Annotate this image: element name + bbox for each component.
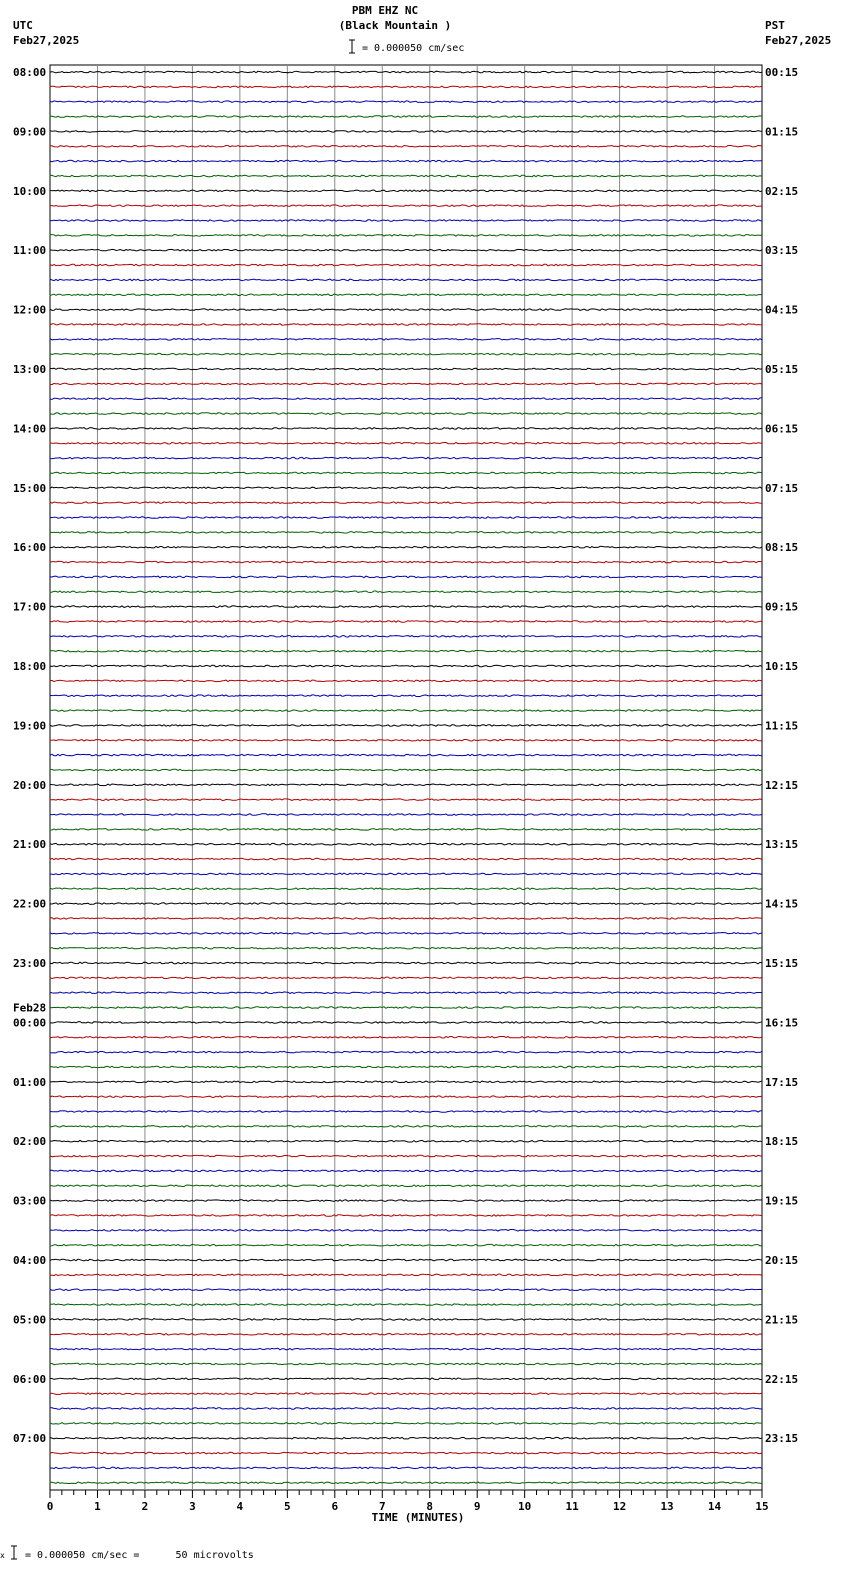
utc-hour-label: 01:00 bbox=[13, 1075, 47, 1089]
scale-label: = 0.000050 cm/sec bbox=[362, 43, 465, 54]
trace-line bbox=[50, 532, 762, 534]
trace-line bbox=[50, 86, 762, 88]
trace-line bbox=[50, 1408, 762, 1410]
right-date: Feb27,2025 bbox=[765, 34, 832, 47]
trace-line bbox=[50, 1230, 762, 1232]
station-location: (Black Mountain ) bbox=[338, 19, 452, 32]
trace-line bbox=[50, 487, 762, 489]
trace-line bbox=[50, 1467, 762, 1469]
trace-line bbox=[50, 933, 762, 935]
x-tick-label: 14 bbox=[707, 1500, 722, 1513]
trace-line bbox=[50, 160, 762, 162]
trace-line bbox=[50, 235, 762, 237]
pst-hour-label: 16:15 bbox=[765, 1016, 799, 1030]
trace-line bbox=[50, 784, 762, 786]
trace-line bbox=[50, 1007, 762, 1009]
x-tick-label: 6 bbox=[331, 1500, 339, 1513]
trace-line bbox=[50, 457, 762, 459]
x-tick-label: 13 bbox=[660, 1500, 674, 1513]
pst-hour-label: 20:15 bbox=[765, 1254, 799, 1267]
utc-hour-label: 18:00 bbox=[13, 660, 47, 673]
utc-hour-label: 08:00 bbox=[13, 66, 47, 79]
trace-line bbox=[50, 279, 762, 281]
left-date: Feb27,2025 bbox=[13, 34, 80, 47]
pst-hour-label: 05:15 bbox=[765, 363, 799, 376]
station-title: PBM EHZ NC bbox=[351, 4, 419, 17]
footer-scale-note: = 0.000050 cm/sec = 50 microvolts bbox=[25, 1550, 254, 1561]
x-axis-label: TIME (MINUTES) bbox=[371, 1511, 465, 1524]
trace-line bbox=[50, 546, 762, 548]
trace-line bbox=[50, 413, 762, 415]
trace-line bbox=[50, 101, 762, 103]
trace-line bbox=[50, 131, 762, 133]
trace-line bbox=[50, 205, 762, 207]
x-tick-label: 12 bbox=[612, 1500, 627, 1513]
utc-hour-label: 09:00 bbox=[13, 125, 47, 139]
trace-line bbox=[50, 1423, 762, 1425]
pst-hour-label: 02:15 bbox=[765, 184, 799, 198]
trace-line bbox=[50, 576, 762, 578]
trace-line bbox=[50, 1111, 762, 1113]
x-tick-label: 15 bbox=[755, 1500, 769, 1513]
pst-hour-label: 13:15 bbox=[765, 838, 799, 852]
x-tick-label: 7 bbox=[378, 1500, 386, 1513]
utc-hour-label: 21:00 bbox=[13, 838, 47, 852]
x-tick-label: 10 bbox=[518, 1500, 532, 1513]
utc-hour-label: 05:00 bbox=[13, 1313, 47, 1327]
utc-hour-label: 03:00 bbox=[13, 1194, 47, 1208]
pst-hour-label: 08:15 bbox=[765, 541, 799, 555]
trace-line bbox=[50, 1363, 762, 1365]
pst-hour-label: 07:15 bbox=[765, 481, 799, 495]
trace-line bbox=[50, 1155, 762, 1157]
trace-line bbox=[50, 1437, 762, 1439]
trace-line bbox=[50, 1140, 762, 1142]
utc-hour-label: 19:00 bbox=[13, 719, 47, 733]
trace-line bbox=[50, 903, 762, 905]
trace-line bbox=[50, 799, 762, 801]
x-tick-label: 2 bbox=[141, 1500, 149, 1513]
trace-line bbox=[50, 1022, 762, 1024]
pst-hour-label: 11:15 bbox=[765, 719, 799, 733]
pst-hour-label: 04:15 bbox=[765, 303, 799, 317]
utc-hour-label: 22:00 bbox=[13, 897, 47, 911]
trace-line bbox=[50, 1334, 762, 1336]
pst-hour-label: 09:15 bbox=[765, 600, 799, 614]
trace-line bbox=[50, 71, 762, 73]
pst-hour-label: 10:15 bbox=[765, 660, 799, 673]
trace-line bbox=[50, 1051, 762, 1053]
x-tick-label: 4 bbox=[236, 1500, 244, 1513]
trace-line bbox=[50, 146, 762, 148]
trace-line bbox=[50, 175, 762, 177]
pst-hour-label: 00:15 bbox=[765, 66, 799, 79]
date-change-label: Feb28 bbox=[13, 1001, 47, 1015]
trace-line bbox=[50, 517, 762, 519]
utc-hour-label: 06:00 bbox=[13, 1372, 47, 1386]
trace-line bbox=[50, 962, 762, 964]
svg-text:x: x bbox=[0, 1551, 5, 1560]
trace-line bbox=[50, 725, 762, 727]
utc-hour-label: 12:00 bbox=[13, 303, 47, 317]
utc-hour-label: 11:00 bbox=[13, 244, 47, 258]
trace-line bbox=[50, 1170, 762, 1172]
trace-line bbox=[50, 888, 762, 890]
trace-line bbox=[50, 309, 762, 311]
x-tick-label: 11 bbox=[565, 1500, 579, 1513]
trace-line bbox=[50, 249, 762, 251]
trace-line bbox=[50, 1037, 762, 1039]
right-timezone: PST bbox=[765, 19, 785, 32]
trace-line bbox=[50, 368, 762, 370]
x-tick-label: 3 bbox=[189, 1500, 196, 1513]
trace-line bbox=[50, 814, 762, 816]
trace-line bbox=[50, 1200, 762, 1202]
pst-hour-label: 21:15 bbox=[765, 1313, 799, 1327]
trace-line bbox=[50, 1066, 762, 1068]
trace-line bbox=[50, 1096, 762, 1098]
trace-line bbox=[50, 621, 762, 623]
pst-hour-label: 01:15 bbox=[765, 125, 799, 139]
utc-hour-label: 14:00 bbox=[13, 422, 47, 436]
pst-hour-label: 17:15 bbox=[765, 1075, 799, 1089]
trace-line bbox=[50, 918, 762, 920]
trace-line bbox=[50, 1319, 762, 1321]
trace-line bbox=[50, 561, 762, 563]
trace-line bbox=[50, 294, 762, 296]
trace-line bbox=[50, 680, 762, 682]
trace-line bbox=[50, 947, 762, 949]
trace-line bbox=[50, 1304, 762, 1306]
trace-line bbox=[50, 665, 762, 667]
utc-hour-label: 15:00 bbox=[13, 481, 47, 495]
utc-hour-label: 07:00 bbox=[13, 1432, 47, 1446]
trace-line bbox=[50, 858, 762, 860]
trace-line bbox=[50, 695, 762, 697]
trace-line bbox=[50, 116, 762, 118]
trace-line bbox=[50, 843, 762, 845]
pst-hour-label: 15:15 bbox=[765, 957, 799, 970]
trace-line bbox=[50, 1126, 762, 1128]
trace-line bbox=[50, 977, 762, 979]
trace-line bbox=[50, 873, 762, 875]
x-tick-label: 0 bbox=[46, 1500, 54, 1513]
trace-line bbox=[50, 1348, 762, 1350]
trace-line bbox=[50, 1259, 762, 1261]
x-tick-label: 9 bbox=[473, 1500, 481, 1513]
pst-hour-label: 19:15 bbox=[765, 1194, 799, 1208]
trace-line bbox=[50, 650, 762, 652]
trace-line bbox=[50, 1378, 762, 1380]
trace-line bbox=[50, 606, 762, 608]
pst-hour-label: 22:15 bbox=[765, 1372, 799, 1386]
x-tick-label: 8 bbox=[426, 1500, 434, 1513]
trace-line bbox=[50, 769, 762, 771]
trace-line bbox=[50, 190, 762, 192]
x-tick-label: 5 bbox=[284, 1500, 291, 1513]
trace-line bbox=[50, 1215, 762, 1217]
trace-line bbox=[50, 339, 762, 341]
trace-line bbox=[50, 1185, 762, 1187]
trace-line bbox=[50, 740, 762, 742]
trace-line bbox=[50, 710, 762, 712]
utc-hour-label: 13:00 bbox=[13, 363, 47, 376]
utc-hour-label: 10:00 bbox=[13, 184, 47, 198]
pst-hour-label: 03:15 bbox=[765, 244, 799, 258]
utc-hour-label: 16:00 bbox=[13, 541, 47, 555]
trace-line bbox=[50, 591, 762, 593]
pst-hour-label: 18:15 bbox=[765, 1135, 799, 1149]
pst-hour-label: 12:15 bbox=[765, 778, 799, 792]
pst-hour-label: 14:15 bbox=[765, 897, 799, 911]
utc-hour-label: 00:00 bbox=[13, 1016, 47, 1030]
trace-line bbox=[50, 1482, 762, 1484]
x-tick-label: 1 bbox=[94, 1500, 101, 1513]
trace-line bbox=[50, 264, 762, 266]
trace-line bbox=[50, 1289, 762, 1291]
utc-hour-label: 04:00 bbox=[13, 1254, 47, 1267]
trace-line bbox=[50, 502, 762, 504]
trace-line bbox=[50, 428, 762, 430]
utc-hour-label: 20:00 bbox=[13, 778, 47, 792]
trace-line bbox=[50, 1393, 762, 1395]
pst-hour-label: 06:15 bbox=[765, 422, 799, 436]
trace-line bbox=[50, 754, 762, 756]
utc-hour-label: 02:00 bbox=[13, 1135, 47, 1149]
left-timezone: UTC bbox=[13, 19, 33, 32]
trace-line bbox=[50, 353, 762, 355]
trace-line bbox=[50, 1244, 762, 1246]
trace-line bbox=[50, 636, 762, 638]
utc-hour-label: 23:00 bbox=[13, 957, 47, 970]
trace-line bbox=[50, 220, 762, 222]
trace-line bbox=[50, 383, 762, 385]
footer-scale-icon bbox=[0, 1544, 22, 1562]
trace-line bbox=[50, 443, 762, 445]
trace-line bbox=[50, 1452, 762, 1454]
trace-line bbox=[50, 398, 762, 400]
trace-line bbox=[50, 829, 762, 831]
utc-hour-label: 17:00 bbox=[13, 600, 47, 614]
trace-line bbox=[50, 472, 762, 474]
pst-hour-label: 23:15 bbox=[765, 1432, 799, 1446]
trace-line bbox=[50, 324, 762, 326]
trace-line bbox=[50, 1081, 762, 1083]
trace-line bbox=[50, 992, 762, 994]
trace-line bbox=[50, 1274, 762, 1276]
